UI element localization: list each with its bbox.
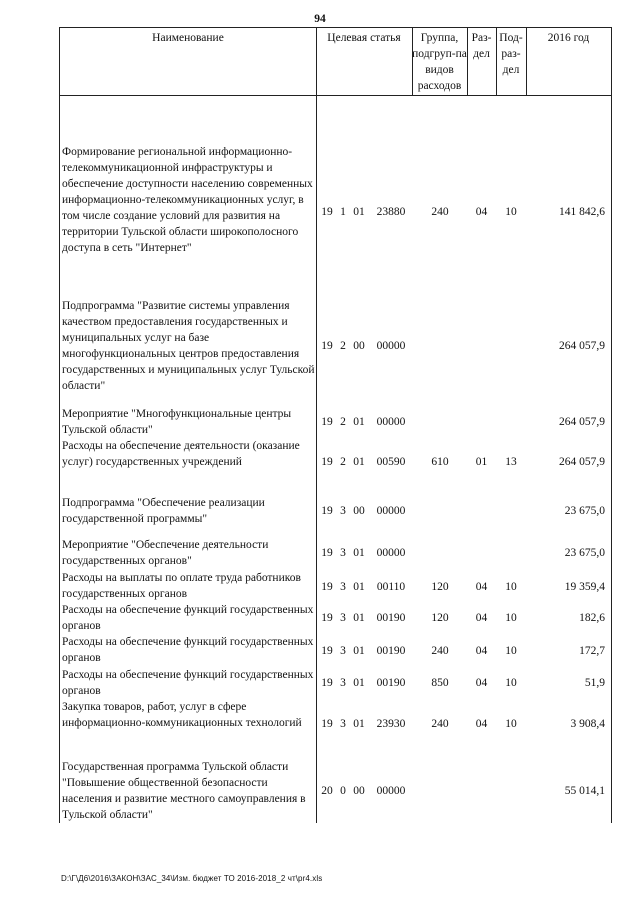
header-section: Раз-дел [471,32,492,60]
code-direction: 23880 [376,206,406,218]
row-name: Расходы на обеспечение функций государственных органов [62,604,314,632]
expense-group: 120 [431,581,449,593]
row-name: Расходы на обеспечение функций государственных органов [62,636,314,664]
subsection: 10 [505,677,517,689]
subsection: 10 [505,645,517,657]
code-event: 01 [353,677,365,689]
code-direction: 00190 [376,612,406,624]
code-direction: 23930 [376,718,406,730]
section: 04 [475,645,488,657]
code-program: 19 [321,581,333,593]
expense-group: 240 [431,718,449,730]
section: 04 [475,612,488,624]
code-program: 19 [321,612,333,624]
code-subprogram: 3 [340,505,346,517]
code-direction: 00000 [376,340,406,352]
code-subprogram: 0 [340,785,346,797]
code-direction: 00190 [376,677,406,689]
amount: 264 057,9 [559,456,605,468]
amount: 172,7 [579,645,605,657]
expense-group: 240 [431,645,449,657]
code-program: 19 [321,718,333,730]
header-bottom-rule [60,95,611,96]
expense-group: 850 [431,677,449,689]
subsection: 10 [505,718,517,730]
header-name: Наименование [152,32,224,44]
expense-group: 120 [431,612,449,624]
code-direction: 00110 [376,581,406,593]
code-direction: 00000 [376,785,406,797]
code-event: 01 [353,416,365,428]
code-direction: 00000 [376,505,406,517]
code-program: 19 [321,505,333,517]
code-subprogram: 3 [340,718,346,730]
row-name: Расходы на обеспечение функций государственных органов [62,669,314,697]
col-divider [316,27,317,823]
row-name: Государственная программа Тульской области "Повышение общественной безопасности населения и развитие местного самоуправления в Тульской области" [62,761,306,821]
code-event: 01 [353,645,365,657]
code-program: 19 [321,340,333,352]
code-program: 20 [321,785,333,797]
budget-table [59,27,612,823]
subsection: 10 [505,581,517,593]
expense-group: 610 [431,456,449,468]
code-direction: 00590 [376,456,406,468]
code-subprogram: 3 [340,547,346,559]
code-program: 19 [321,547,333,559]
header-expense-group: Группа, подгруп-па видов расходов [412,32,467,92]
code-subprogram: 1 [340,206,346,218]
amount: 23 675,0 [564,547,605,559]
header-top-rule [60,27,611,28]
code-event: 01 [353,547,365,559]
code-subprogram: 2 [340,416,346,428]
code-subprogram: 3 [340,645,346,657]
code-event: 01 [353,581,365,593]
header-year: 2016 год [547,32,590,44]
row-name: Подпрограмма "Обеспечение реализации государственной программы" [62,497,265,525]
row-name: Мероприятие "Многофункциональные центры Тульской области" [62,408,292,436]
code-program: 19 [321,456,333,468]
code-subprogram: 2 [340,340,346,352]
amount: 19 359,4 [564,581,605,593]
section: 04 [475,581,488,593]
row-name: Формирование региональной информационно-телекоммуникационной инфраструктуры и обеспечение доступности населению современных информационно-телекоммуникационных услуг, в том числе создание условий для развития на территории Тульской области широкополосного доступа в сеть "Интернет" [62,146,313,254]
amount: 141 842,6 [559,206,605,218]
code-event: 01 [353,206,365,218]
code-subprogram: 2 [340,456,346,468]
code-program: 19 [321,645,333,657]
amount: 3 908,4 [570,718,605,730]
code-direction: 00000 [376,416,406,428]
code-subprogram: 3 [340,677,346,689]
expense-group: 240 [431,206,449,218]
code-program: 19 [321,677,333,689]
section: 04 [475,206,488,218]
code-event: 01 [353,456,365,468]
code-program: 19 [321,206,333,218]
code-program: 19 [321,416,333,428]
section: 01 [475,456,488,468]
amount: 23 675,0 [564,505,605,517]
file-path-footer: D:\Г\Д6\2016\ЗАКОН\ЗАС_34\Изм. бюджет ТО 2016-2018_2 чт\pr4.xls [61,874,323,883]
row-name: Расходы на обеспечение деятельности (оказание услуг) государственных учреждений [62,440,300,468]
amount: 264 057,9 [559,340,605,352]
amount: 264 057,9 [559,416,605,428]
code-event: 00 [353,340,365,352]
row-name: Подпрограмма "Развитие системы управления качеством предоставления государственных и муниципальных услуг на базе многофункциональных центров предоставления государственных и муниципальных услуг Тульской области" [62,300,315,392]
code-event: 01 [353,718,365,730]
row-name: Расходы на выплаты по оплате труда работников государственных органов [62,572,301,600]
code-event: 00 [353,785,365,797]
section: 04 [475,718,488,730]
page-number: 94 [314,13,326,25]
code-event: 00 [353,505,365,517]
amount: 55 014,1 [564,785,605,797]
amount: 182,6 [579,612,605,624]
row-name: Мероприятие "Обеспечение деятельности государственных органов" [62,539,269,567]
code-direction: 00000 [376,547,406,559]
subsection: 10 [505,206,517,218]
row-name: Закупка товаров, работ, услуг в сфере информационно-коммуникационных технологий [62,701,302,729]
header-target-article: Целевая статья [327,32,401,44]
section: 04 [475,677,488,689]
amount: 51,9 [584,677,605,689]
header-subsection: Под-раз-дел [499,32,523,76]
code-subprogram: 3 [340,581,346,593]
code-direction: 00190 [376,645,406,657]
subsection: 10 [505,612,517,624]
code-event: 01 [353,612,365,624]
code-subprogram: 3 [340,612,346,624]
subsection: 13 [505,456,517,468]
